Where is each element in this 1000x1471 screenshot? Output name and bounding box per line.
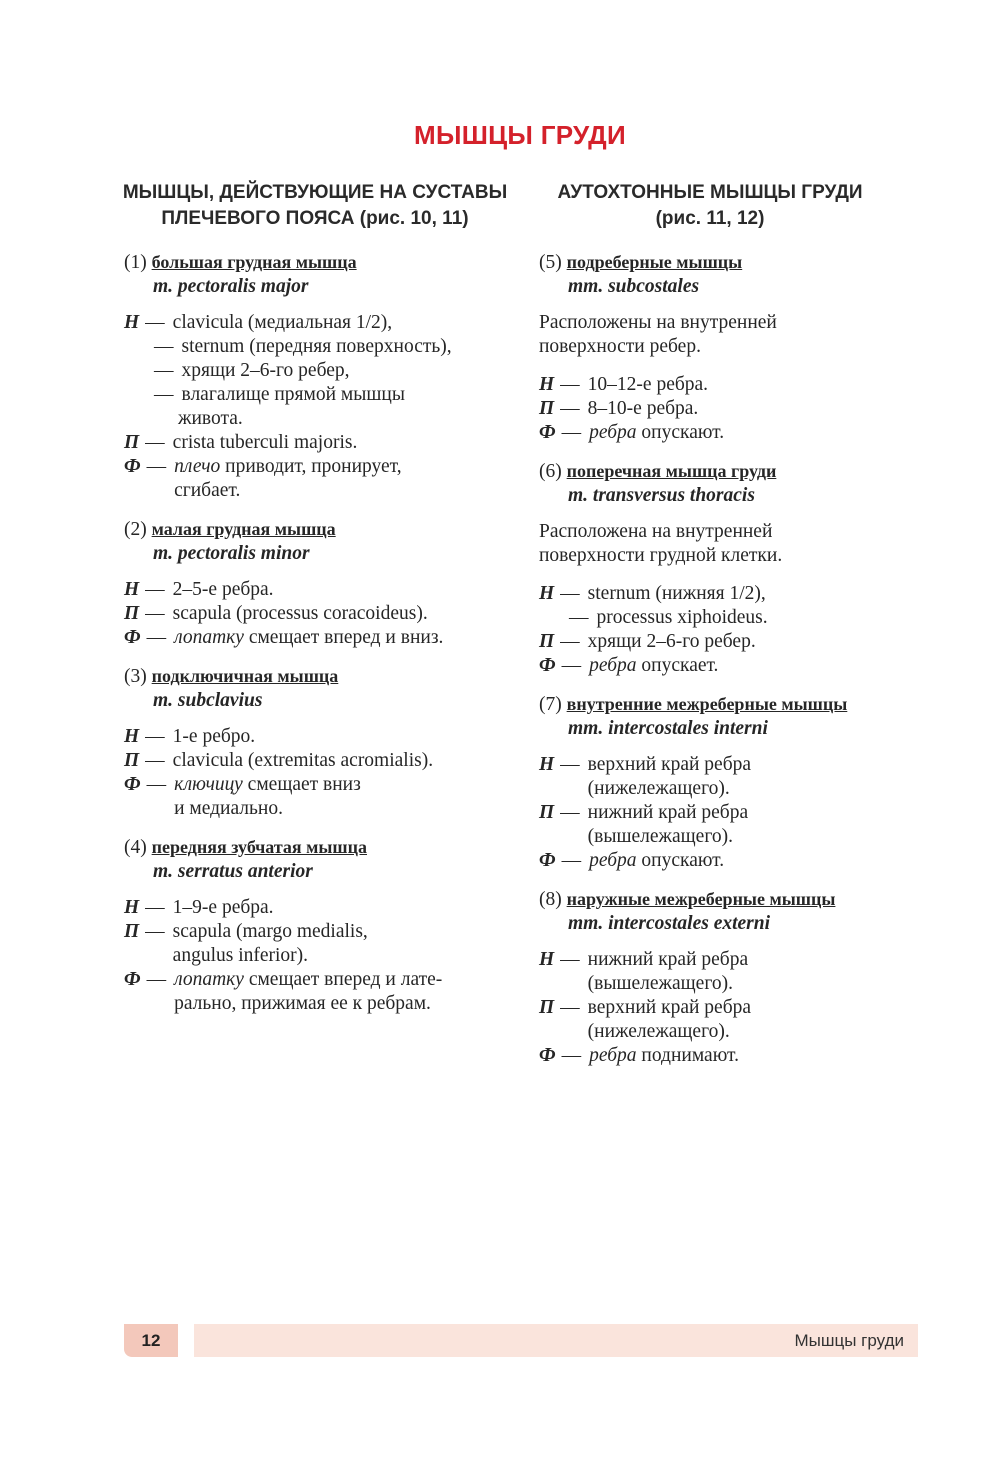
muscle-name: поперечная мышца груди <box>566 461 777 481</box>
muscle-details: Н — 2–5-е ребра. П — scapula (processus coracoideus). Ф — лопатку смещает вперед и вниз. <box>124 579 444 648</box>
muscle-subcostales <box>539 250 889 299</box>
muscle-number: (8) <box>539 889 562 910</box>
muscle-name: малая грудная мышца <box>151 519 336 539</box>
muscle-latin: m. pectoralis major <box>153 276 309 297</box>
muscle-latin: m. serratus anterior <box>153 861 313 882</box>
muscle-name: передняя зубчатая мышца <box>151 837 368 857</box>
page-title: МЫШЦЫ ГРУДИ <box>413 120 626 150</box>
muscle-number: (6) <box>539 461 562 482</box>
muscle-latin: m. transversus thoracis <box>568 485 755 506</box>
muscle-number: (3) <box>124 666 147 687</box>
page-number: 12 <box>124 1324 178 1357</box>
muscle-details: Н — нижний край ребра (вышележащего). П — верхний край ребра (нижележащего). Ф — ребра поднимают. <box>539 949 752 1066</box>
muscle-latin: m. pectoralis minor <box>153 543 310 564</box>
muscle-details: Н — clavicula (медиальная 1/2), — sternum (передняя поверхность), — хрящи 2–6-го ребер, — влагалище прямой мышцы живота. П — crista tuberculi majoris. Ф — плечо приводит, пронирует, сгибает. <box>124 312 452 501</box>
muscle-pectoralis-major <box>124 250 504 299</box>
running-footer <box>194 1324 918 1357</box>
muscle-transversus-thoracis <box>539 459 889 508</box>
muscle-details: Н — 1-е ребро. П — clavicula (extremitas acromialis). Ф — ключицу смещает вниз и медиально. <box>124 726 434 819</box>
muscle-latin: mm. intercostales externi <box>568 913 771 934</box>
function-label: Ф <box>124 456 141 477</box>
left-column <box>124 250 504 1030</box>
left-column-header: МЫШЦЫ, ДЕЙСТВУЮЩИЕ НА СУСТАВЫ ПЛЕЧЕВОГО ПОЯСА (рис. 10, 11) <box>122 182 508 229</box>
muscle-name: наружные межреберные мышцы <box>566 889 836 909</box>
muscle-number: (1) <box>124 252 147 273</box>
section-title: Мышцы груди <box>794 1330 904 1350</box>
muscle-latin: mm. subcostales <box>568 276 700 297</box>
origin-label: Н <box>124 312 140 333</box>
muscle-details: Н — 1–9-е ребра. П — scapula (margo medialis, angulus inferior). Ф — лопатку смещает вперед и лате- рально, прижимая ее к ребрам. <box>124 897 443 1014</box>
muscle-number: (7) <box>539 694 562 715</box>
muscle-pectoralis-minor <box>124 517 504 566</box>
muscle-intercostales-interni <box>539 692 889 741</box>
muscle-description: Расположены на внутренней поверхности ребер. <box>539 312 777 357</box>
right-column-header: АУТОХТОННЫЕ МЫШЦЫ ГРУДИ (рис. 11, 12) <box>557 182 863 229</box>
muscle-description: Расположена на внутренней поверхности грудной клетки. <box>539 521 783 566</box>
insertion-label: П <box>124 432 140 453</box>
muscle-name: подключичная мышца <box>151 666 339 686</box>
muscle-subclavius <box>124 664 504 713</box>
muscle-number: (2) <box>124 519 147 540</box>
muscle-details: Н — 10–12-е ребра. П — 8–10-е ребра. Ф — ребра опускают. <box>539 374 725 443</box>
muscle-number: (4) <box>124 837 147 858</box>
muscle-name: внутренние межреберные мышцы <box>566 694 848 714</box>
muscle-details: Н — верхний край ребра (нижележащего). П — нижний край ребра (вышележащего). Ф — ребра опускают. <box>539 754 752 871</box>
muscle-latin: m. subclavius <box>153 690 263 711</box>
muscle-details: Н — sternum (нижняя 1/2), — processus xiphoideus. П — хрящи 2–6-го ребер. Ф — ребра опускает. <box>539 583 768 676</box>
muscle-name: подреберные мышцы <box>566 252 743 272</box>
muscle-serratus-anterior <box>124 835 504 884</box>
muscle-intercostales-externi <box>539 887 889 936</box>
muscle-number: (5) <box>539 252 562 273</box>
muscle-name: большая грудная мышца <box>151 252 357 272</box>
muscle-latin: mm. intercostales interni <box>568 718 768 739</box>
right-column <box>539 250 889 1082</box>
